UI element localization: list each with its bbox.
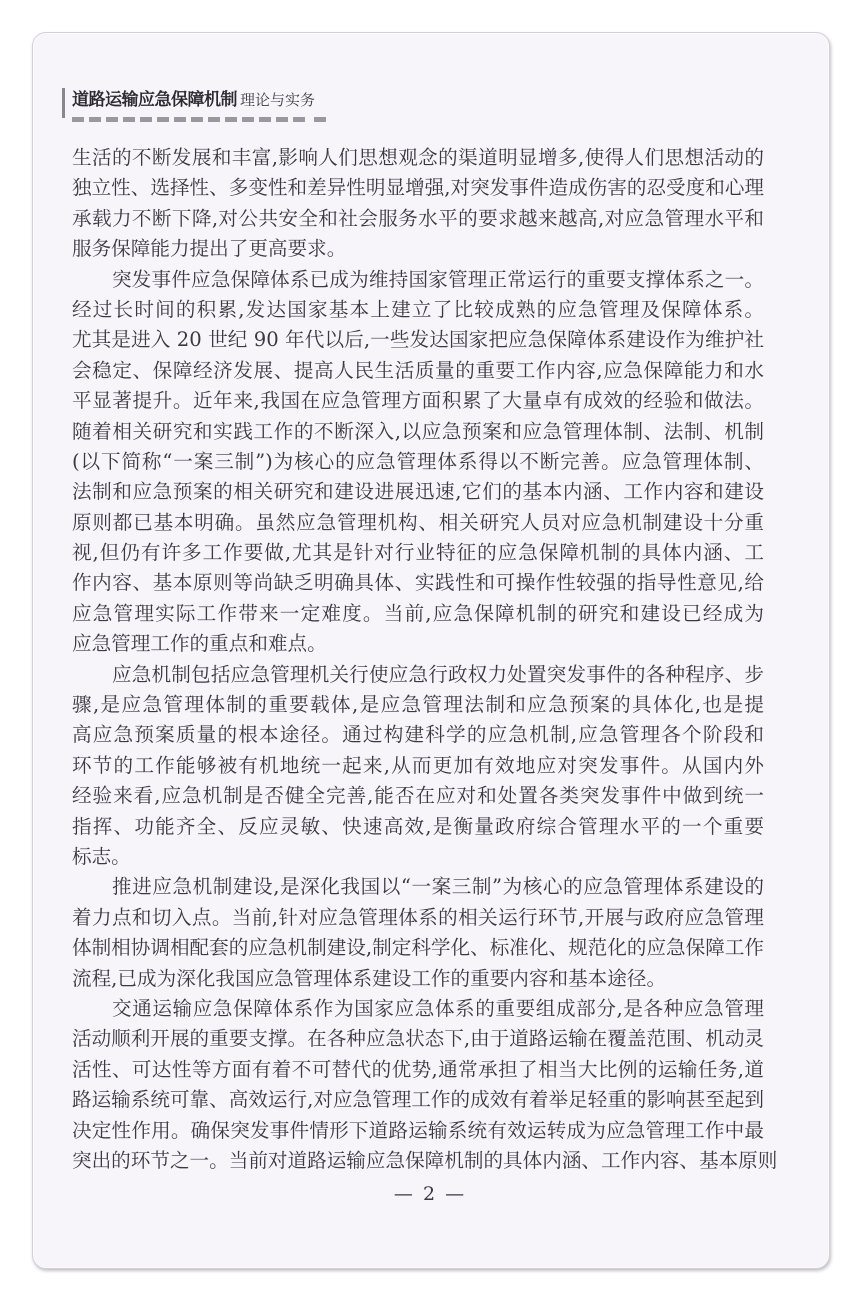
text-line: 承载力不断下降,对公共安全和社会服务水平的要求越来越高,对应急管理水平和 [72, 206, 764, 230]
paragraph [72, 994, 778, 1176]
text-line: 环节的工作能够被有机地统一起来,从而更加有效地应对突发事件。从国内外 [72, 753, 764, 777]
text-line: 指挥、功能齐全、反应灵敏、快速高效,是衡量政府综合管理水平的一个重要 [72, 814, 764, 838]
text-line: 经过长时间的积累,发达国家基本上建立了比较成熟的应急管理及保障体系。 [72, 297, 764, 321]
text-line: 活动顺利开展的重要支撑。在各种应急状态下,由于道路运输在覆盖范围、机动灵 [72, 1027, 765, 1051]
running-head-dash-rule [72, 117, 326, 122]
paragraph [72, 265, 764, 660]
text-line: 会稳定、保障经济发展、提高人民生活质量的重要工作内容,应急保障能力和水 [72, 358, 764, 382]
text-line: (以下简称“一案三制”)为核心的应急管理体系得以不断完善。应急管理体制、 [72, 449, 764, 473]
text-line: 活性、可达性等方面有着不可替代的优势,通常承担了相当大比例的运输任务,道 [72, 1057, 764, 1081]
text-line: 应急机制包括应急管理机关行使应急行政权力处置突发事件的各种程序、步 [112, 662, 764, 686]
text-line: 经验来看,应急机制是否健全完善,能否在应对和处置各类突发事件中做到统一 [72, 784, 764, 808]
text-line: 着力点和切入点。当前,针对应急管理体系的相关运行环节,开展与政府应急管理 [72, 905, 764, 929]
text-line: 法制和应急预案的相关研究和建设进展迅速,它们的基本内涵、工作内容和建设 [72, 480, 764, 504]
text-line: 服务保障能力提出了更高要求。 [72, 237, 347, 261]
text-line: 骤,是应急管理体制的重要载体,是应急管理法制和应急预案的具体化,也是提 [72, 693, 764, 717]
running-head-bar [62, 88, 65, 118]
text-line: 路运输系统可靠、高效运行,对应急管理工作的成效有着举足轻重的影响甚至起到 [72, 1088, 765, 1112]
book-title-main: 道路运输应急保障机制 [72, 90, 237, 110]
text-line: 尤其是进入 20 世纪 90 年代以后,一些发达国家把应急保障体系建设作为维护社 [72, 328, 764, 352]
body-text [72, 143, 778, 1176]
paragraph [72, 660, 764, 873]
text-line: 视,但仍有许多工作要做,尤其是针对行业特征的应急保障机制的具体内涵、工 [72, 541, 764, 565]
text-line: 高应急预案质量的根本途径。通过构建科学的应急机制,应急管理各个阶段和 [72, 723, 764, 747]
text-line: 原则都已基本明确。虽然应急管理机构、相关研究人员对应急机制建设十分重 [72, 510, 764, 534]
text-line: 流程,已成为深化我国应急管理体系建设工作的重要内容和基本途径。 [72, 966, 667, 990]
running-head-title [72, 90, 315, 110]
page-number: — 2 — [393, 1183, 467, 1205]
text-line: 平显著提升。近年来,我国在应急管理方面积累了大量卓有成效的经验和做法。 [72, 389, 764, 413]
text-line: 应急管理工作的重点和难点。 [72, 632, 327, 656]
text-line: 标志。 [72, 844, 131, 868]
text-line: 突出的环节之一。当前对道路运输应急保障机制的具体内涵、工作内容、基本原则 [72, 1148, 778, 1172]
book-title-sub: 理论与实务 [240, 91, 316, 109]
text-line: 决定性作用。确保突发事件情形下道路运输系统有效运转成为应急管理工作中最 [72, 1118, 764, 1142]
paragraph [72, 143, 764, 265]
text-line: 作内容、基本原则等尚缺乏明确具体、实践性和可操作性较强的指导性意见,给 [72, 571, 764, 595]
paragraph [72, 872, 764, 994]
text-line: 应急管理实际工作带来一定难度。当前,应急保障机制的研究和建设已经成为 [72, 601, 764, 625]
text-line: 独立性、选择性、多变性和差异性明显增强,对突发事件造成伤害的忍受度和心理 [72, 176, 765, 200]
text-line: 随着相关研究和实践工作的不断深入,以应急预案和应急管理体制、法制、机制 [72, 419, 764, 443]
text-line: 推进应急机制建设,是深化我国以“一案三制”为核心的应急管理体系建设的 [112, 875, 764, 899]
text-line: 生活的不断发展和丰富,影响人们思想观念的渠道明显增多,使得人们思想活动的 [72, 146, 764, 169]
text-line: 交通运输应急保障体系作为国家应急体系的重要组成部分,是各种应急管理 [112, 996, 764, 1020]
text-line: 体制相协调相配套的应急机制建设,制定科学化、标准化、规范化的应急保障工作 [72, 936, 765, 960]
text-line: 突发事件应急保障体系已成为维持国家管理正常运行的重要支撑体系之一。 [112, 267, 764, 291]
